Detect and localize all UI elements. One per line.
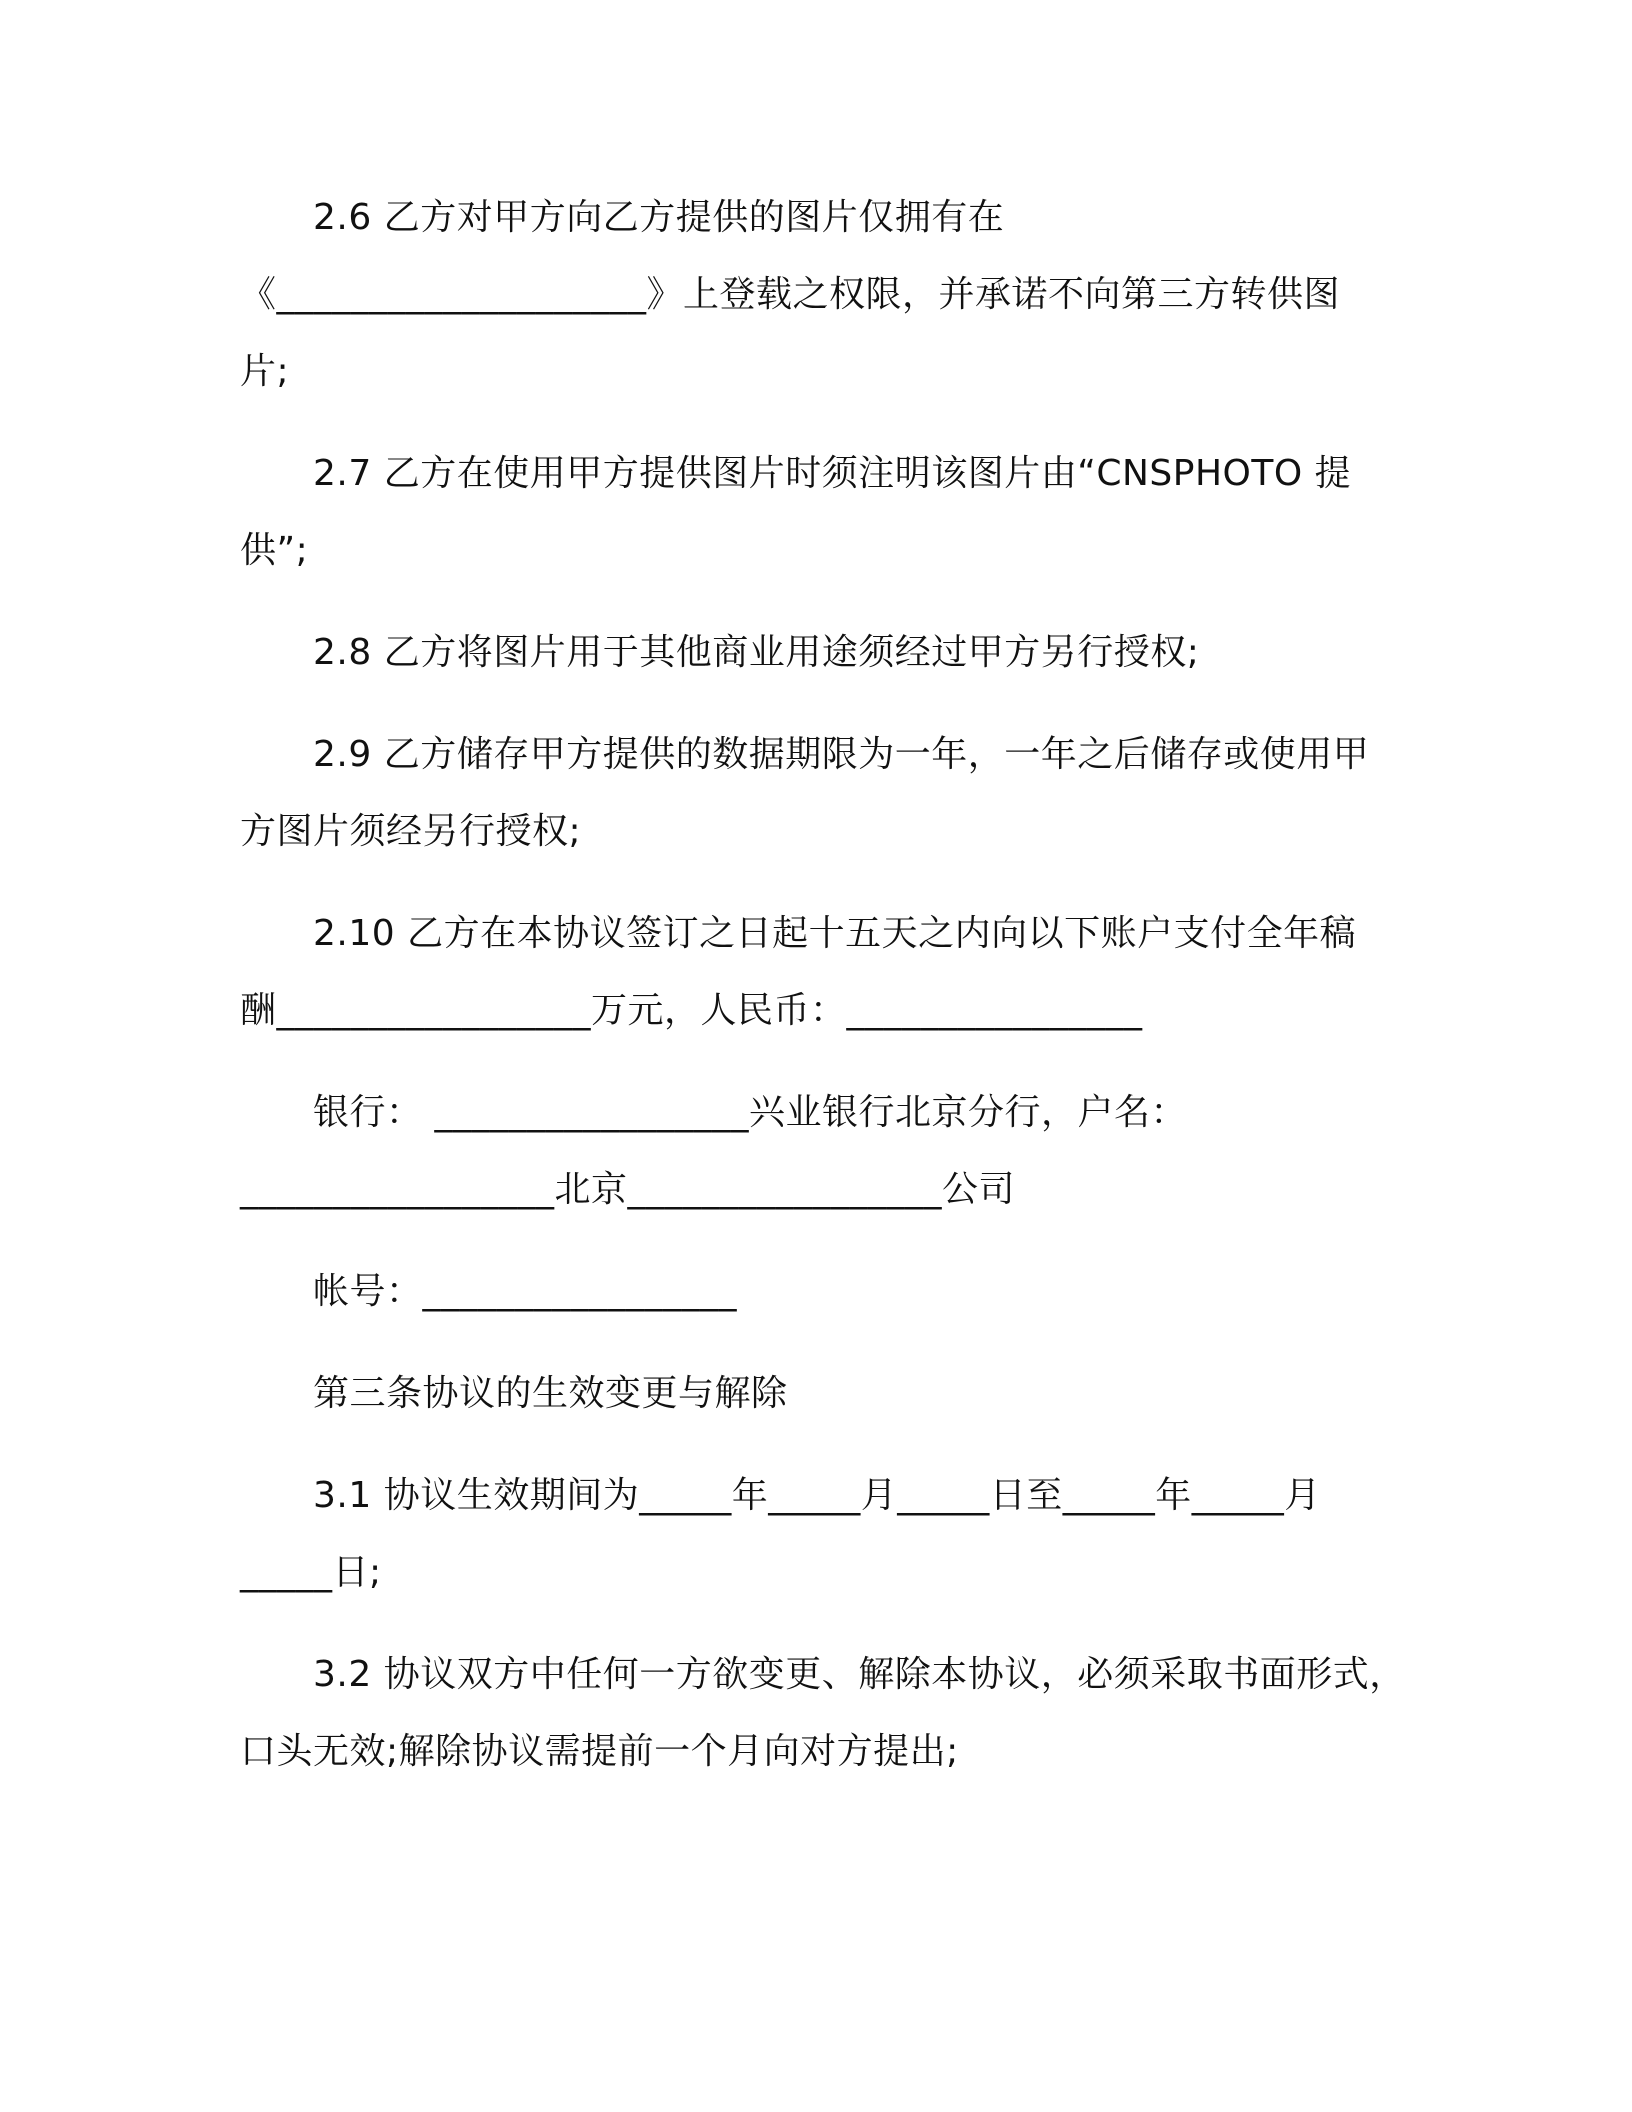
clause-2-7-line-1: 2.7 乙方在使用甲方提供图片时须注明该图片由“CNSPHOTO 提 — [313, 453, 1352, 494]
article-3-heading: 第三条协议的生效变更与解除 — [313, 1373, 788, 1414]
account-number-line: 帐号：_________________ — [313, 1271, 738, 1312]
clause-3-1-line-1: 3.1 协议生效期间为_____年_____月_____日至_____年_____月 — [313, 1475, 1321, 1516]
clause-2-8-line-1: 2.8 乙方将图片用于其他商业用途须经过甲方另行授权; — [313, 632, 1200, 673]
clause-2-10-line-1: 2.10 乙方在本协议签订之日起十五天之内向以下账户支付全年稿 — [313, 913, 1357, 954]
clause-3-1-line-2: _____日; — [240, 1552, 382, 1593]
clause-2-6-line-2: 《____________________》上登载之权限，并承诺不向第三方转供图 — [240, 274, 1341, 315]
clause-2-9-line-1: 2.9 乙方储存甲方提供的数据期限为一年，一年之后储存或使用甲 — [313, 734, 1370, 775]
clause-2-7-line-2: 供”; — [240, 530, 309, 571]
clause-2-6-line-3: 片; — [240, 351, 290, 392]
bank-line-2: _________________北京_________________公司 — [240, 1169, 1015, 1210]
clause-2-6-line-1: 2.6 乙方对甲方向乙方提供的图片仅拥有在 — [313, 197, 1005, 238]
clause-2-9-line-2: 方图片须经另行授权; — [240, 811, 582, 852]
clause-2-10-line-2: 酬_________________万元，人民币：________________ — [240, 990, 1143, 1031]
bank-line-1: 银行： _________________兴业银行北京分行，户名： — [313, 1092, 1187, 1133]
clause-3-2-line-1: 3.2 协议双方中任何一方欲变更、解除本协议，必须采取书面形式， — [313, 1654, 1406, 1695]
clause-3-2-line-2: 口头无效;解除协议需提前一个月向对方提出; — [240, 1731, 959, 1772]
